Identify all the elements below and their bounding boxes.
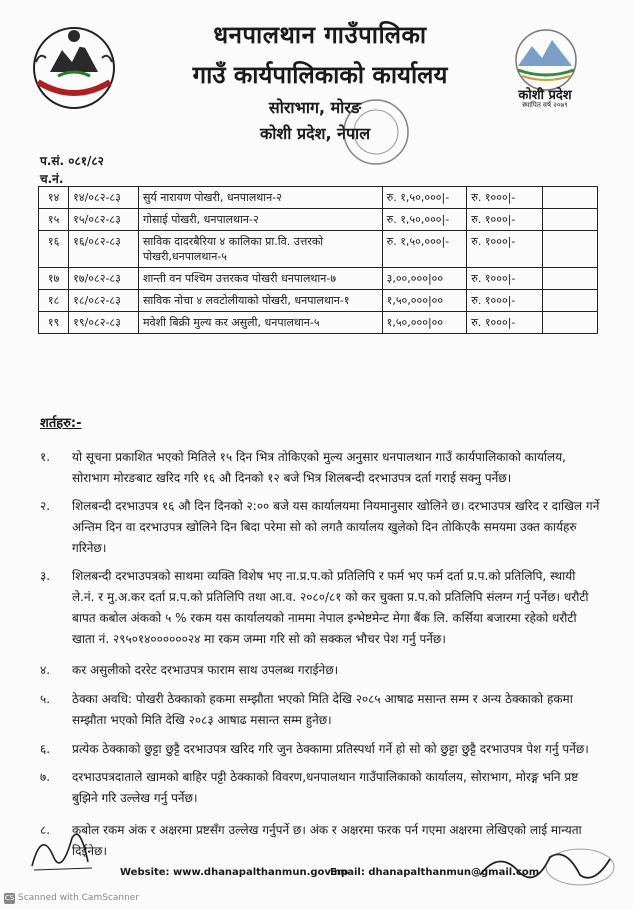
row-tender-number: १५/०८२-८३	[69, 209, 139, 231]
scanner-watermark	[4, 893, 139, 904]
row-deposit: रु. १०००|-	[467, 268, 543, 290]
term-item	[40, 447, 600, 489]
row-blank-cell	[543, 231, 598, 268]
row-deposit: रु. १०००|-	[467, 231, 543, 268]
term-text: शिलबन्दी दरभाउपत्रको साथमा व्यक्ति विशेष भए ना.प्र.प.को प्रतिलिपि र फर्म भए फर्म दर्ता प्र.प.को प्रतिलिपि, स्थायी ले.नं. र मु.अ.कर दर्ता प्र.प.को प्रतिलिपि तथा आ.व. २०८०/८१ को कर चुक्ता प्र.प.को प्रतिलिपि संलग्न गर्नु पर्नेछ। धरौटी बापत कबोल अंकको ५ % रकम यस कार्यालयको नाममा नेपाल इन्भेष्टमेन्ट मेगा बैंक लि. कर्सिया बजारमा रहेको धरौटी खाता नं. २९५०१४००००००२४ मा रकम जम्मा गरि सो को सक्कल भौचर पेश गर्नु पर्नेछ।	[72, 569, 589, 646]
table-row	[39, 268, 598, 290]
row-blank-cell	[543, 268, 598, 290]
row-deposit: रु. १०००|-	[467, 187, 543, 209]
camscanner-icon: CS	[4, 894, 15, 902]
row-tender-number: १४/०८२-८३	[69, 187, 139, 209]
row-tender-number: १७/०८२-८३	[69, 268, 139, 290]
reference-number: प.सं. ०८१/८२	[40, 154, 104, 168]
office-name: धनपालथान गाउँपालिका	[213, 21, 427, 49]
row-description: साविक नोचा ४ लवटोलीयाको पोखरी, धनपालथान-१	[138, 290, 382, 312]
term-number: ६.	[40, 742, 51, 756]
term-text: कबोल रकम अंक र अक्षरमा प्रष्टसँग उल्लेख गर्नुपर्ने छ। अंक र अक्षरमा फरक पर्न गएमा अक्षरमा लेखिएको लाई मान्यता दिईनेछ।	[72, 823, 582, 858]
address-line-1: सोराभाग, मोरङ	[268, 98, 362, 117]
nepal-emblem-icon	[28, 22, 120, 114]
term-text: शिलबन्दी दरभाउपत्र १६ औ दिन दिनको २:०० बजे यस कार्यालयमा नियमानुसार खोलिने छ। दरभाउपत्र खरिद र दाखिल गर्ने अन्तिम दिन वा दरभाउपत्र खोलिने दिन बिदा परेमा सो को लगतै कार्यालय खुलेको दिन तोकिएकै समयमा उक्त कार्यहरु गरिनेछ।	[72, 499, 600, 555]
term-number: २.	[40, 499, 51, 513]
row-deposit: रु. १०००|-	[467, 312, 543, 334]
row-serial: १५	[39, 209, 69, 231]
term-number: ५.	[40, 692, 51, 706]
footer-email: Email: dhanapalthanmun@gmail.com	[330, 867, 540, 878]
row-serial: १४	[39, 187, 69, 209]
dispatch-number: च.नं.	[40, 172, 64, 186]
row-description: साविक दादरबैरिया ४ कालिका प्रा.वि. उत्तरको पोखरी,धनपालथान-५	[138, 231, 382, 268]
row-serial: १६	[39, 231, 69, 268]
term-item	[40, 660, 600, 681]
address-line-2: कोशी प्रदेश, नेपाल	[259, 124, 371, 143]
row-tender-number: १६/०८२-८३	[69, 231, 139, 268]
term-item	[40, 767, 600, 809]
term-item	[40, 689, 600, 731]
table-row	[39, 312, 598, 334]
term-text: प्रत्येक ठेक्काको छुट्टा छुट्टै दरभाउपत्र खरिद गरि जुन ठेक्कामा प्रतिस्पर्धा गर्ने हो सो को छुट्टा छुट्टै दरभाउपत्र पेश गर्नु पर्नेछ।	[72, 742, 589, 756]
term-item	[40, 566, 600, 650]
scanner-label: Scanned with CamScanner	[18, 893, 140, 903]
row-serial: १८	[39, 290, 69, 312]
term-text: यो सूचना प्रकाशित भएको मितिले १५ दिन भित्र तोकिएको मुल्य अनुसार धनपालथान गाउँ कार्यपालिकाको कार्यालय, सोराभाग मोरङबाट खरिद गरि १६ औ दिनको १२ बजे भित्र शिलबन्दी दरभाउपत्र दर्ता गराई सक्नु पर्नेछ।	[72, 450, 566, 485]
term-number: ७.	[40, 770, 51, 784]
table-row	[39, 290, 598, 312]
row-amount: रु. १,५०,०००|-	[382, 231, 467, 268]
row-blank-cell	[543, 187, 598, 209]
row-amount: रु. १,५०,०००|-	[382, 209, 467, 231]
right-logo-caption: कोशी प्रदेश	[518, 88, 572, 103]
row-tender-number: १९/०८२-८३	[69, 312, 139, 334]
row-amount: १,५०,०००|००	[382, 290, 467, 312]
row-description: शान्ती वन पश्चिम उत्तरकव पोखरी धनपालथान-७	[138, 268, 382, 290]
row-blank-cell	[543, 290, 598, 312]
right-logo-subcaption: स्थापित वर्ष २०७९	[522, 101, 568, 109]
row-serial: १७	[39, 268, 69, 290]
term-item	[40, 739, 600, 760]
terms-heading: शर्तहरु:-	[40, 416, 82, 431]
row-blank-cell	[543, 312, 598, 334]
term-text: दरभाउपत्रदाताले खामको बाहिर पट्टी ठेक्काको विवरण,धनपालथान गाउँपालिकाको कार्यालय, सोराभाग, मोरङ्ग भनि प्रष्ट बुझिने गरि उल्लेख गर्नु पर्नेछ।	[72, 770, 579, 805]
table-row	[39, 187, 598, 209]
term-number: ३.	[40, 569, 51, 583]
bid-table	[38, 186, 598, 334]
table-row	[39, 231, 598, 268]
term-number: १.	[40, 450, 51, 464]
row-description: सुर्य नारायण पोखरी, धनपालथान-२	[138, 187, 382, 209]
term-number: ८.	[40, 823, 51, 837]
footer-website: Website: www.dhanapalthanmun.gov.np	[120, 867, 349, 878]
term-number: ४.	[40, 663, 51, 677]
signature-left-icon	[28, 818, 98, 876]
row-blank-cell	[543, 209, 598, 231]
row-deposit: रु. १०००|-	[467, 290, 543, 312]
row-serial: १९	[39, 312, 69, 334]
office-title: गाउँ कार्यपालिकाको कार्यालय	[192, 61, 448, 89]
term-text: कर असुलीको दररेट दरभाउपत्र फाराम साथ उपलब्ध गराईनेछ।	[72, 663, 339, 677]
table-row	[39, 209, 598, 231]
row-description: गोसाई पोखरी, धनपालथान-२	[138, 209, 382, 231]
row-deposit: रु. १०००|-	[467, 209, 543, 231]
term-text: ठेक्का अवधि: पोखरी ठेक्काको हकमा सम्झौता भएको मिति देखि २०८५ आषाढ मसान्त सम्म र अन्य ठेक्काको हकमा सम्झौता भएको मिति देखि २०८३ आषाढ मसान्त सम्म हुनेछ।	[72, 692, 573, 727]
term-item	[40, 496, 600, 559]
row-amount: १,५०,०००|००	[382, 312, 467, 334]
row-amount: रु. १,५०,०००|-	[382, 187, 467, 209]
row-description: मवेशी बिक्री मुल्य कर असुली, धनपालथान-५	[138, 312, 382, 334]
row-amount: ३,००,०००|००	[382, 268, 467, 290]
office-stamp-icon	[340, 96, 412, 168]
row-tender-number: १८/०८२-८३	[69, 290, 139, 312]
